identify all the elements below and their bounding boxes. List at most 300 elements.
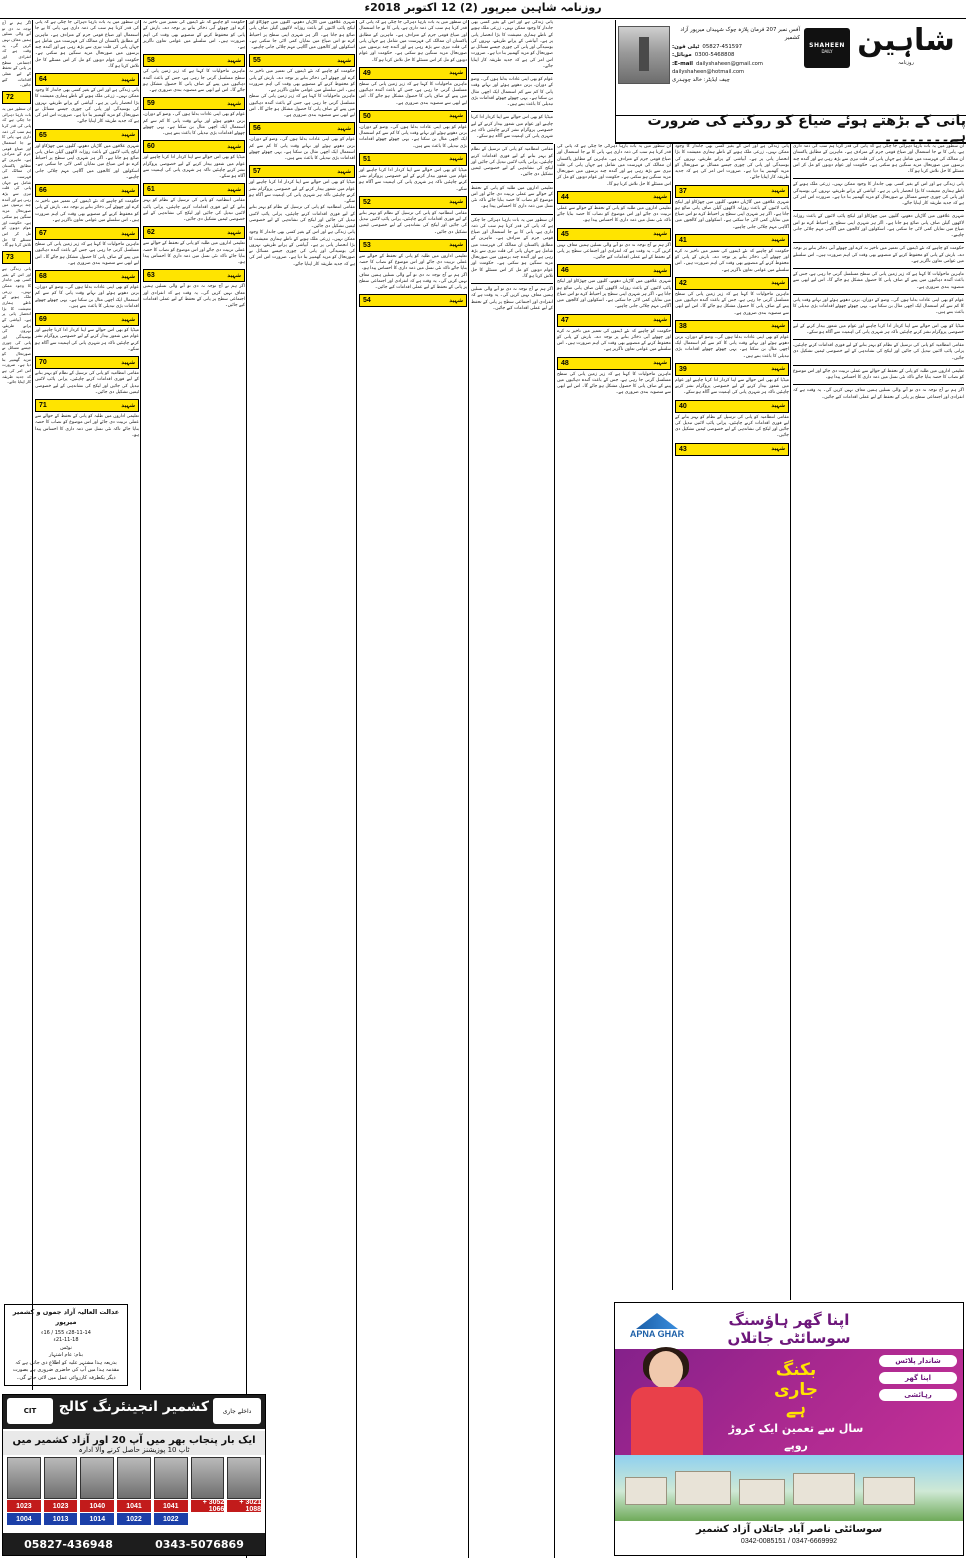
notice-label: شہید — [121, 402, 135, 409]
notice-label: شہید — [771, 323, 785, 330]
lead-headline: پانی کے بڑھتے ہوئے ضیاع کو روکنے کی ضرورت ہے۔۔۔۔۔۔۔۔ — [647, 113, 966, 145]
admissions-badge: داخلے جاری — [213, 1398, 261, 1424]
email-label: E-mail: — [672, 60, 694, 67]
notice-text: شہری علاقوں میں گاڑیاں دھونے، گلیوں میں چھڑکاؤ اور لیکج پائپ لائنوں کے باعث روزانہ لاکھوں گیلن صاف پانی ضائع ہو جاتا ہے۔ اگر ہر شہری اپنی سطح پر احتیاط کرے تو اس ضیاع میں نمایاں کمی لائی جا سکتی ہے۔ اسکولوں اور کالجوں میں آگاہی مہم چلائی جانی چاہیے۔ — [557, 279, 671, 310]
notice-number: 53 — [363, 241, 371, 249]
notice-tag[interactable] — [35, 313, 139, 326]
article-text: مقامی انتظامیہ کو پانی کی ترسیل کے نظام کو بہتر بنانے کے لیے فوری اقدامات کرنے چاہئیں، پرانی پائپ لائنیں تبدیل کی جائیں اور لیکج کی نشاندہی کے لیے خصوصی ٹیمیں تشکیل دی جائیں۔ — [793, 343, 964, 361]
office-address: آفس نمبر 207 فرمان پلازہ چوک شہیداں میرپور آزاد کشمیر — [680, 27, 800, 42]
notice-label: شہید — [121, 76, 135, 83]
notice-number: 51 — [363, 155, 371, 163]
notice-item — [675, 144, 789, 456]
notice-number: 70 — [39, 359, 47, 366]
divider — [793, 320, 964, 321]
logo-name — [850, 23, 962, 66]
notice-tag[interactable] — [35, 356, 139, 369]
notice-text: اگر ہم نے آج توجہ نہ دی تو آنے والی نسلیں ہمیں معاف نہیں کریں گی۔ یہ وقت ہے کہ انفرادی اور اجتماعی سطح پر پانی کے تحفظ کے لیے عملی اقدامات کیے جائیں۔ — [2, 20, 31, 88]
notice-number: 55 — [253, 57, 261, 65]
notice-text: اگر ہم نے آج توجہ نہ دی تو آنے والی نسلیں ہمیں معاف نہیں کریں گی۔ یہ وقت ہے کہ انفرادی اور اجتماعی سطح پر پانی کے تحفظ کے لیے عملی اقدامات کیے جائیں۔ — [143, 284, 245, 308]
notice-number: 47 — [561, 316, 569, 324]
divider — [793, 339, 964, 340]
article-text: ان سطور میں یہ بات بارہا دہرائی جا چکی ہے کہ پانی کی قدر کرنا ہم سب کی ذمہ داری ہے، پانی کا بے جا استعمال اور ضیاع قومی جرم کے مترادف ہے۔ ماہرین کے مطابق پاکستان ان ممالک کی فہرست میں شامل ہے جہاں پانی کی قلت تیزی سے بڑھ رہی ہے اور آئندہ چند برسوں میں صورتحال مزید سنگین ہو سکتی ہے۔ حکومت اور عوام دونوں کو مل کر اس مسئلے کا حل تلاش کرنا ہو گا۔ — [471, 217, 553, 279]
notice-number: 48 — [561, 359, 569, 367]
masthead — [0, 0, 966, 19]
feature-pill-3: رہائشی — [879, 1389, 957, 1401]
notice-label: شہید — [771, 366, 785, 373]
notice-text: عوام کو بھی اپنی عادات بدلنا ہوں گی۔ وضو کے دوران، برتن دھوتے ہوئے اور نہاتے وقت پانی کا کم سے کم استعمال ایک اچھی مثال بن سکتا ہے۔ یہی چھوٹے چھوٹے اقدامات بڑی تبدیلی کا باعث بنتے ہیں۔ — [249, 137, 355, 161]
notice-tag[interactable] — [675, 443, 789, 456]
divider — [793, 384, 964, 385]
student-photo — [117, 1457, 151, 1499]
notice-text: تعلیمی اداروں میں طلبہ کو پانی کے تحفظ کے حوالے سے عملی تربیت دی جائے اور اس موضوع کو نصاب کا حصہ بنایا جائے تاکہ نئی نسل میں ذمہ داری کا احساس پیدا ہو۔ — [143, 241, 245, 265]
student-photo — [7, 1457, 41, 1499]
notice-label: شہید — [771, 237, 785, 244]
apna-ghar-header — [615, 1303, 963, 1349]
court-notice-line4: بنام: عام اشتہار — [49, 1352, 83, 1358]
notice-label: شہید — [337, 57, 351, 64]
notice-number: 68 — [39, 273, 47, 280]
notice-text: ماہرین ماحولیات کا کہنا ہے کہ زیر زمین پانی کی سطح مسلسل گرتی جا رہی ہے، جس کے باعث آئندہ دہائیوں میں پینے کے صاف پانی کا حصول مشکل ہو جائے گا۔ اس لیے ابھی سے منصوبہ بندی ضروری ہے۔ — [359, 81, 467, 106]
email-2: dailyshaheen@hotmail.com — [672, 68, 745, 75]
notice-label: شہید — [449, 113, 463, 120]
notice-label: شہید — [121, 132, 135, 138]
notice-label: شہید — [653, 231, 667, 237]
building-shape — [863, 1477, 915, 1505]
notice-label: شہید — [449, 156, 463, 163]
notice-tag[interactable] — [2, 91, 31, 104]
notice-number: 45 — [561, 230, 569, 238]
editor-name: چیف ایڈیٹر: خالد چوہدری — [672, 76, 730, 83]
building-shape — [793, 1473, 855, 1505]
college-ad-title: کشمیر انجینئرنگ کالج — [58, 1399, 209, 1415]
apna-ghar-brand: APNA GHAR — [629, 1329, 685, 1339]
apna-ghar-seal — [887, 1305, 957, 1347]
notice-tag[interactable] — [143, 140, 245, 153]
column-editorial-right — [790, 144, 966, 1300]
society-illustration — [615, 1455, 963, 1521]
notice-tag[interactable] — [675, 320, 789, 333]
notice-label: شہید — [227, 272, 241, 279]
notice-number: 43 — [679, 445, 687, 453]
college-logo-badge: CIT — [7, 1398, 53, 1424]
notice-label: شہید — [653, 360, 667, 366]
notice-number: 73 — [6, 253, 14, 261]
logo-badge-en2: DAILY — [821, 49, 833, 54]
notice-label: شہید — [771, 280, 785, 287]
office-address-row — [672, 26, 800, 43]
notice-number: 66 — [39, 187, 47, 194]
notice-tag[interactable] — [359, 67, 467, 80]
notice-tag[interactable] — [557, 264, 671, 277]
lead-headline-bar — [615, 113, 966, 145]
article-text: میڈیا کو بھی اس حوالے سے اپنا کردار ادا کرنا چاہیے اور عوام میں شعور بیدار کرنے کے لیے خصوصی پروگرام نشر کرنے چاہئیں تاکہ ہر شہری پانی کی اہمیت سے آگاہ ہو سکے۔ — [793, 323, 964, 335]
article-text: شہری علاقوں میں گاڑیاں دھونے، گلیوں میں چھڑکاؤ اور لیکج پائپ لائنوں کے باعث روزانہ لاکھوں گیلن صاف پانی ضائع ہو جاتا ہے۔ اگر ہر شہری اپنی سطح پر احتیاط کرے تو اس ضیاع میں نمایاں کمی لائی جا سکتی ہے۔ اسکولوں اور کالجوں میں آگاہی مہم چلائی جانی چاہیے۔ — [793, 214, 964, 238]
notice-number: 40 — [679, 402, 687, 410]
article-text: ان سطور میں یہ بات بارہا دہرائی جا چکی ہے کہ پانی کی قدر کرنا ہم سب کی ذمہ داری ہے، پانی کا بے جا استعمال اور ضیاع قومی جرم کے مترادف ہے۔ ماہرین کے مطابق پاکستان ان ممالک کی فہرست میں شامل ہے جہاں پانی کی قلت تیزی سے بڑھ رہی ہے اور آئندہ چند برسوں میں صورتحال مزید سنگین ہو سکتی ہے۔ حکومت اور عوام دونوں کو مل کر اس مسئلے کا حل تلاش کرنا ہو گا۔ — [793, 144, 964, 174]
notice-number: 38 — [679, 322, 687, 330]
court-notice — [4, 1304, 128, 1386]
column-notices-58-63 — [140, 20, 247, 1390]
email-row — [672, 60, 800, 68]
notice-tag[interactable] — [249, 54, 355, 67]
house-roof-icon — [636, 1313, 678, 1329]
notice-text: مقامی انتظامیہ کو پانی کی ترسیل کے نظام کو بہتر بنانے کے لیے فوری اقدامات کرنے چاہئیں، پرانی پائپ لائنیں تبدیل کی جائیں اور لیکج کی نشاندہی کے لیے خصوصی ٹیمیں تشکیل دی جائیں۔ — [675, 414, 789, 439]
notice-text: ان سطور میں یہ بات بارہا دہرائی جا چکی ہے کہ پانی کی قدر کرنا ہم سب کی ذمہ داری ہے، پانی کا بے جا استعمال اور ضیاع قومی جرم کے مترادف ہے۔ ماہرین کے مطابق پاکستان ان ممالک کی فہرست میں شامل ہے جہاں پانی کی قلت تیزی سے بڑھ رہی ہے اور آئندہ چند برسوں میں صورتحال مزید سنگین ہو سکتی ہے۔ حکومت اور عوام دونوں کو مل کر اس مسئلے کا حل تلاش کرنا ہو گا۔ — [557, 144, 671, 187]
apna-ghar-booking-callout — [721, 1361, 871, 1420]
article-text: پانی زندگی ہے اور اس کے بغیر کسی بھی جاندار کا وجود ممکن نہیں۔ زرعی ملک ہونے کے ناطے ہماری معیشت کا بڑا انحصار پانی پر ہے۔ آبپاشی کے پرانے طریقے، نہروں کی بوسیدگی اور پانی کی چوری جیسے مسائل نے صورتحال کو مزید گھمبیر بنا دیا ہے۔ ضرورت اس امر کی ہے کہ جدید طریقہ کار اپنایا جائے۔ — [793, 182, 964, 206]
notice-tag[interactable] — [2, 251, 31, 264]
apna-ghar-advertisement[interactable] — [614, 1302, 964, 1556]
notice-tag[interactable] — [675, 185, 789, 198]
price-line-1: سال سے تعمین ایک کروڑ روپے — [728, 1422, 864, 1452]
notice-tag[interactable] — [35, 270, 139, 283]
court-notice-line1: 28-11-14ء 155 / 16ء — [41, 1329, 91, 1336]
notice-tag[interactable] — [557, 357, 671, 370]
notice-tag[interactable] — [675, 400, 789, 413]
notice-text: پانی زندگی ہے اور اس کے بغیر کسی بھی جاندار کا وجود ممکن نہیں۔ زرعی ملک ہونے کے ناطے ہماری معیشت کا بڑا انحصار پانی پر ہے۔ آبپاشی کے پرانے طریقے، نہروں کی بوسیدگی اور پانی کی چوری جیسے مسائل نے صورتحال کو مزید گھمبیر بنا دیا ہے۔ ضرورت اس امر کی ہے کہ جدید طریقہ کار اپنایا جائے۔ — [2, 265, 31, 385]
notice-text: شہری علاقوں میں گاڑیاں دھونے، گلیوں میں چھڑکاؤ اور لیکج پائپ لائنوں کے باعث روزانہ لاکھوں گیلن صاف پانی ضائع ہو جاتا ہے۔ اگر ہر شہری اپنی سطح پر احتیاط کرے تو اس ضیاع میں نمایاں کمی لائی جا سکتی ہے۔ اسکولوں اور کالجوں میں آگاہی مہم چلائی جانی چاہیے۔ — [249, 20, 355, 50]
notice-text: تعلیمی اداروں میں طلبہ کو پانی کے تحفظ کے حوالے سے عملی تربیت دی جائے اور اس موضوع کو نصاب کا حصہ بنایا جائے تاکہ نئی نسل میں ذمہ داری کا احساس پیدا ہو۔ — [35, 414, 139, 438]
notice-number: 67 — [39, 230, 47, 237]
notice-label: شہید — [653, 194, 667, 201]
notice-text: اگر ہم نے آج توجہ نہ دی تو آنے والی نسلیں ہمیں معاف نہیں کریں گی۔ یہ وقت ہے کہ انفرادی اور اجتماعی سطح پر پانی کے تحفظ کے لیے عملی اقدامات کیے جائیں۔ — [557, 242, 671, 260]
college-ad-subtitle-2: ٹاپ 10 پوزیشنز حاصل کرنے والا ادارہ — [78, 1446, 190, 1454]
notice-number: 46 — [561, 267, 569, 275]
building-photo — [618, 26, 670, 84]
notice-tag[interactable] — [675, 363, 789, 376]
notice-text: پانی زندگی ہے اور اس کے بغیر کسی بھی جاندار کا وجود ممکن نہیں۔ زرعی ملک ہونے کے ناطے ہماری معیشت کا بڑا انحصار پانی پر ہے۔ آبپاشی کے پرانے طریقے، نہروں کی بوسیدگی اور پانی کی چوری جیسے مسائل نے صورتحال کو مزید گھمبیر بنا دیا ہے۔ ضرورت اس امر کی ہے کہ جدید طریقہ کار اپنایا جائے۔ — [675, 144, 789, 181]
logo-name-sub: روزنامہ — [898, 60, 914, 66]
notice-label: شہید — [121, 359, 135, 366]
student-photo — [154, 1457, 188, 1499]
notice-label: شہید — [227, 186, 241, 193]
notice-label: شہید — [449, 70, 463, 77]
article-text: حکومت کو چاہیے کہ نئے ڈیموں کی تعمیر میں تاخیر نہ کرے اور چھوٹے آبی ذخائر بنانے پر توجہ دے۔ بارش کے پانی کو محفوظ کرنے کے منصوبے بھی وقت کی اہم ضرورت ہیں۔ اس سلسلے میں عوامی تعاون ناگزیر ہے۔ — [793, 246, 964, 264]
notice-number: 42 — [679, 279, 687, 287]
notice-number: 72 — [6, 94, 14, 102]
student-score: 1023 — [44, 1500, 78, 1512]
notice-tag[interactable] — [35, 227, 139, 240]
notice-number: 63 — [147, 272, 155, 280]
student-cell — [7, 1457, 41, 1523]
phone-row — [672, 43, 800, 51]
article-text: میڈیا کو بھی اس حوالے سے اپنا کردار ادا کرنا چاہیے اور عوام میں شعور بیدار کرنے کے لیے خصوصی پروگرام نشر کرنے چاہئیں تاکہ ہر شہری پانی کی اہمیت سے آگاہ ہو سکے۔ — [471, 115, 553, 139]
article-text: عوام کو بھی اپنی عادات بدلنا ہوں گی۔ وضو کے دوران، برتن دھوتے ہوئے اور نہاتے وقت پانی کا کم سے کم استعمال ایک اچھی مثال بن سکتا ہے۔ یہی چھوٹے چھوٹے اقدامات بڑی تبدیلی کا باعث بنتے ہیں۔ — [793, 297, 964, 316]
article-text: تعلیمی اداروں میں طلبہ کو پانی کے تحفظ کے حوالے سے عملی تربیت دی جائے اور اس موضوع کو نصاب کا حصہ بنایا جائے تاکہ نئی نسل میں ذمہ داری کا احساس پیدا ہو۔ — [793, 368, 964, 380]
court-notice-line5: بذریعہ ہذا مشتہر علیہ کو اطلاع دی جاتی ہے کہ مقدمہ ہذا میں آپ کی حاضری ضروری ہے بصورت دیگر یکطرفہ کارروائی عمل میں لائی جائے گی۔ — [12, 1359, 120, 1381]
notice-text: ان سطور میں یہ بات بارہا دہرائی جا چکی ہے کہ پانی کی قدر کرنا ہم سب کی ذمہ داری ہے، پانی کا بے جا استعمال اور ضیاع قومی جرم کے مترادف ہے۔ ماہرین کے مطابق پاکستان ان ممالک کی فہرست میں شامل ہے جہاں پانی کی قلت تیزی سے بڑھ رہی ہے اور آئندہ چند برسوں میں صورتحال مزید سنگین ہو سکتی ہے۔ حکومت اور عوام دونوں کو مل کر اس مسئلے کا حل تلاش کرنا ہو گا۔ — [2, 106, 31, 248]
notice-number: 37 — [679, 187, 687, 195]
notice-item — [35, 20, 139, 439]
notice-text: عوام کو بھی اپنی عادات بدلنا ہوں گی۔ وضو کے دوران، برتن دھوتے ہوئے اور نہاتے وقت پانی کا کم سے کم استعمال ایک اچھی مثال بن سکتا ہے۔ یہی چھوٹے چھوٹے اقدامات بڑی تبدیلی کا باعث بنتے ہیں۔ — [358, 124, 467, 149]
notice-label: شہید — [449, 199, 463, 206]
notice-number: 61 — [147, 186, 155, 194]
logo-name-urdu: شاہین — [857, 23, 955, 58]
notice-label: شہید — [227, 57, 241, 64]
notice-number: 54 — [363, 297, 371, 305]
notice-number: 41 — [679, 236, 687, 244]
building-shape — [739, 1479, 785, 1505]
court-notice-line3: نوٹس — [60, 1344, 72, 1351]
notice-label: شہید — [121, 230, 135, 237]
student-pair-score: 3052 + 1066 — [191, 1500, 225, 1512]
divider — [471, 214, 553, 215]
notice-number: 56 — [253, 125, 261, 133]
society-name: سوسائٹی ناصر آباد جاتلاں آزاد کشمیر — [695, 1524, 883, 1535]
article-text: تعلیمی اداروں میں طلبہ کو پانی کے تحفظ کے حوالے سے عملی تربیت دی جائے اور اس موضوع کو نصاب کا حصہ بنایا جائے تاکہ نئی نسل میں ذمہ داری کا احساس پیدا ہو۔ — [471, 185, 553, 210]
email-1: dailyshaheen@gmail.com — [696, 60, 763, 67]
notice-label: شہید — [653, 317, 667, 323]
notice-item — [143, 20, 245, 309]
notice-tag[interactable] — [359, 153, 467, 166]
student-cell — [191, 1457, 225, 1519]
notice-text: عوام کو بھی اپنی عادات بدلنا ہوں گی۔ وضو کے دوران، برتن دھوتے ہوئے اور نہاتے وقت پانی کا کم سے کم استعمال ایک اچھی مثال بن سکتا ہے۔ یہی چھوٹے چھوٹے اقدامات بڑی تبدیلی کا باعث بنتے ہیں۔ — [35, 285, 139, 309]
notice-item — [2, 20, 31, 385]
divider — [793, 268, 964, 269]
divider — [793, 294, 964, 295]
notice-text: مقامی انتظامیہ کو پانی کی ترسیل کے نظام کو بہتر بنانے کے لیے فوری اقدامات کرنے چاہئیں، پرانی پائپ لائنیں تبدیل کی جائیں اور لیکج کی نشاندہی کے لیے خصوصی ٹیمیں تشکیل دی جائیں۔ — [359, 210, 467, 235]
notice-label: شہید — [653, 267, 667, 274]
newspaper-logo-block — [615, 20, 966, 116]
article-text: اگر ہم نے آج توجہ نہ دی تو آنے والی نسلیں ہمیں معاف نہیں کریں گی۔ یہ وقت ہے کہ انفرادی اور اجتماعی سطح پر پانی کے تحفظ کے لیے عملی اقدامات کیے جائیں۔ — [793, 388, 964, 400]
notice-tag[interactable] — [557, 191, 671, 204]
feature-pill-1: شاندار پلاٹس — [879, 1355, 957, 1367]
notice-text: ماہرین ماحولیات کا کہنا ہے کہ زیر زمین پانی کی سطح مسلسل گرتی جا رہی ہے، جس کے باعث آئندہ دہائیوں میں پینے کے صاف پانی کا حصول مشکل ہو جائے گا۔ اس لیے ابھی سے منصوبہ بندی ضروری ہے۔ — [143, 69, 245, 93]
notice-label: شہید — [337, 168, 351, 175]
student-score: 1023 — [7, 1500, 41, 1512]
notice-text: میڈیا کو بھی اس حوالے سے اپنا کردار ادا کرنا چاہیے اور عوام میں شعور بیدار کرنے کے لیے خصوصی پروگرام نشر کرنے چاہئیں تاکہ ہر شہری پانی کی اہمیت سے آگاہ ہو سکے۔ — [143, 155, 245, 179]
society-phones[interactable]: 0342-0085151 / 0347-6669992 — [740, 1538, 838, 1545]
notice-label: شہید — [449, 297, 463, 304]
student-photo — [44, 1457, 78, 1499]
notice-number: 60 — [147, 143, 155, 151]
notice-text: میڈیا کو بھی اس حوالے سے اپنا کردار ادا کرنا چاہیے اور عوام میں شعور بیدار کرنے کے لیے خصوصی پروگرام نشر کرنے چاہئیں تاکہ ہر شہری پانی کی اہمیت سے آگاہ ہو سکے۔ — [359, 167, 467, 192]
column-text-4 — [468, 20, 555, 1558]
mobile-row — [672, 51, 800, 59]
notice-tag[interactable] — [143, 54, 245, 67]
notice-label: شہید — [227, 100, 241, 107]
booking-line-1: بکنگ — [775, 1360, 817, 1380]
article-text: مقامی انتظامیہ کو پانی کی ترسیل کے نظام کو بہتر بنانے کے لیے فوری اقدامات کرنے چاہئیں، پرانی پائپ لائنیں تبدیل کی جائیں اور لیکج کی نشاندہی کے لیے خصوصی ٹیمیں تشکیل دی جائیں۔ — [471, 147, 553, 178]
article-text: ماہرین ماحولیات کا کہنا ہے کہ زیر زمین پانی کی سطح مسلسل گرتی جا رہی ہے، جس کے باعث آئندہ دہائیوں میں پینے کے صاف پانی کا حصول مشکل ہو جائے گا۔ اس لیے ابھی سے منصوبہ بندی ضروری ہے۔ — [793, 272, 964, 290]
notice-label: شہید — [121, 273, 135, 280]
phone-number: 05827-451597 — [702, 43, 743, 50]
article-text: پانی زندگی ہے اور اس کے بغیر کسی بھی جاندار کا وجود ممکن نہیں۔ زرعی ملک ہونے کے ناطے ہماری معیشت کا بڑا انحصار پانی پر ہے۔ آبپاشی کے پرانے طریقے، نہروں کی بوسیدگی اور پانی کی چوری جیسے مسائل نے صورتحال کو مزید گھمبیر بنا دیا ہے۔ ضرورت اس امر کی ہے کہ جدید طریقہ کار اپنایا جائے۔ — [471, 20, 553, 69]
court-notice-box — [2, 1300, 130, 1390]
notice-text: مقامی انتظامیہ کو پانی کی ترسیل کے نظام کو بہتر بنانے کے لیے فوری اقدامات کرنے چاہئیں، پرانی پائپ لائنیں تبدیل کی جائیں اور لیکج کی نشاندہی کے لیے خصوصی ٹیمیں تشکیل دی جائیں۔ — [35, 371, 139, 395]
divider — [793, 365, 964, 366]
column-notices-37-43 — [672, 144, 791, 1290]
notice-tag[interactable] — [143, 269, 245, 282]
notice-number: 39 — [679, 365, 687, 373]
notice-tag[interactable] — [143, 226, 245, 239]
student-score-2: 1013 — [44, 1513, 78, 1525]
divider — [471, 182, 553, 183]
notice-tag[interactable] — [359, 196, 467, 209]
notice-number: 71 — [39, 402, 47, 409]
notice-text: شہری علاقوں میں گاڑیاں دھونے، گلیوں میں چھڑکاؤ اور لیکج پائپ لائنوں کے باعث روزانہ لاکھوں گیلن صاف پانی ضائع ہو جاتا ہے۔ اگر ہر شہری اپنی سطح پر احتیاط کرے تو اس ضیاع میں نمایاں کمی لائی جا سکتی ہے۔ اسکولوں اور کالجوں میں آگاہی مہم چلائی جانی چاہیے۔ — [35, 143, 139, 180]
notice-number: 62 — [147, 229, 155, 237]
notice-text: میڈیا کو بھی اس حوالے سے اپنا کردار ادا کرنا چاہیے اور عوام میں شعور بیدار کرنے کے لیے خصوصی پروگرام نشر کرنے چاہئیں تاکہ ہر شہری پانی کی اہمیت سے آگاہ ہو سکے۔ — [35, 328, 139, 352]
notice-text: حکومت کو چاہیے کہ نئے ڈیموں کی تعمیر میں تاخیر نہ کرے اور چھوٹے آبی ذخائر بنانے پر توجہ دے۔ بارش کے پانی کو محفوظ کرنے کے منصوبے بھی وقت کی اہم ضرورت ہیں۔ اس سلسلے میں عوامی تعاون ناگزیر ہے۔ — [675, 248, 789, 273]
article-block — [471, 20, 553, 312]
notice-label: شہید — [227, 143, 241, 150]
logo-badge-en: SHAHEEN — [809, 42, 845, 49]
article-block — [793, 144, 964, 401]
notice-text: عوام کو بھی اپنی عادات بدلنا ہوں گی۔ وضو کے دوران، برتن دھوتے ہوئے اور نہاتے وقت پانی کا کم سے کم استعمال ایک اچھی مثال بن سکتا ہے۔ یہی چھوٹے چھوٹے اقدامات بڑی تبدیلی کا باعث بنتے ہیں۔ — [143, 112, 245, 136]
notice-number: 57 — [253, 168, 261, 176]
divider — [793, 210, 964, 211]
notice-number: 59 — [147, 100, 155, 108]
student-score-2: 1022 — [154, 1513, 188, 1525]
divider — [471, 283, 553, 284]
email-row-2 — [672, 68, 800, 76]
notice-tag[interactable] — [359, 110, 467, 123]
column-left-edge — [0, 20, 33, 1390]
model-head — [649, 1351, 683, 1389]
notice-tag[interactable] — [35, 399, 139, 412]
notice-text: ماہرین ماحولیات کا کہنا ہے کہ زیر زمین پانی کی سطح مسلسل گرتی جا رہی ہے، جس کے باعث آئندہ دہائیوں میں پینے کے صاف پانی کا حصول مشکل ہو جائے گا۔ اس لیے ابھی سے منصوبہ بندی ضروری ہے۔ — [35, 242, 139, 266]
student-score-2: 1014 — [80, 1513, 114, 1525]
college-ad-footer — [3, 1533, 265, 1555]
notice-text: میڈیا کو بھی اس حوالے سے اپنا کردار ادا کرنا چاہیے اور عوام میں شعور بیدار کرنے کے لیے خصوصی پروگرام نشر کرنے چاہئیں تاکہ ہر شہری پانی کی اہمیت سے آگاہ ہو سکے۔ — [675, 377, 789, 396]
college-advertisement[interactable] — [2, 1394, 266, 1556]
mobile-number: 0300-5468808 — [694, 52, 735, 59]
notice-text: مقامی انتظامیہ کو پانی کی ترسیل کے نظام کو بہتر بنانے کے لیے فوری اقدامات کرنے چاہئیں، پرانی پائپ لائنیں تبدیل کی جائیں اور لیکج کی نشاندہی کے لیے خصوصی ٹیمیں تشکیل دی جائیں۔ — [143, 198, 245, 222]
column-notices-49-54 — [356, 20, 469, 1558]
building-shape — [675, 1471, 731, 1505]
apna-ghar-footer — [615, 1521, 963, 1555]
editor-row — [672, 76, 800, 84]
notice-number: 50 — [363, 112, 371, 120]
notice-text: پانی زندگی ہے اور اس کے بغیر کسی بھی جاندار کا وجود ممکن نہیں۔ زرعی ملک ہونے کے ناطے ہماری معیشت کا بڑا انحصار پانی پر ہے۔ آبپاشی کے پرانے طریقے، نہروں کی بوسیدگی اور پانی کی چوری جیسے مسائل نے صورتحال کو مزید گھمبیر بنا دیا ہے۔ ضرورت اس امر کی ہے کہ جدید طریقہ کار اپنایا جائے۔ — [249, 230, 355, 267]
notice-tag[interactable] — [249, 122, 355, 135]
notice-tag[interactable] — [35, 184, 139, 197]
notice-text: پانی زندگی ہے اور اس کے بغیر کسی بھی جاندار کا وجود ممکن نہیں۔ زرعی ملک ہونے کے ناطے ہماری معیشت کا بڑا انحصار پانی پر ہے۔ آبپاشی کے پرانے طریقے، نہروں کی بوسیدگی اور پانی کی چوری جیسے مسائل نے صورتحال کو مزید گھمبیر بنا دیا ہے۔ ضرورت اس امر کی ہے کہ جدید طریقہ کار اپنایا جائے۔ — [34, 88, 139, 125]
building-shape — [625, 1477, 667, 1505]
notice-label: شہید — [121, 316, 135, 323]
notice-item — [249, 20, 355, 268]
student-score-2: 1022 — [117, 1513, 151, 1525]
booking-line-2: جاری — [773, 1379, 818, 1400]
notice-item — [359, 20, 467, 307]
notice-label: شہید — [337, 125, 351, 132]
notice-tag[interactable] — [359, 294, 467, 307]
apna-ghar-features — [879, 1355, 957, 1406]
notice-label: شہید — [771, 188, 785, 194]
student-cell — [80, 1457, 114, 1523]
student-score: 1040 — [80, 1500, 114, 1512]
notice-tag[interactable] — [143, 183, 245, 196]
college-ad-subtitle: ایک بار پنجاب بھر میں آپ 20 اور آزاد کشمیر میں — [12, 1435, 256, 1446]
masthead-title: روزنامہ شاہین میرپور (2) 12 اکتوبر 2018ء — [364, 1, 602, 14]
article-text: عوام کو بھی اپنی عادات بدلنا ہوں گی۔ وضو کے دوران، برتن دھوتے ہوئے اور نہاتے وقت پانی کا کم سے کم استعمال ایک اچھی مثال بن سکتا ہے۔ یہی چھوٹے چھوٹے اقدامات بڑی تبدیلی کا باعث بنتے ہیں۔ — [471, 77, 553, 107]
notice-text: تعلیمی اداروں میں طلبہ کو پانی کے تحفظ کے حوالے سے عملی تربیت دی جائے اور اس موضوع کو نصاب کا حصہ بنایا جائے تاکہ نئی نسل میں ذمہ داری کا احساس پیدا ہو۔ — [557, 205, 671, 224]
student-cell — [227, 1457, 261, 1519]
notice-text: ماہرین ماحولیات کا کہنا ہے کہ زیر زمین پانی کی سطح مسلسل گرتی جا رہی ہے، جس کے باعث آئندہ دہائیوں میں پینے کے صاف پانی کا حصول مشکل ہو جائے گا۔ اس لیے ابھی سے منصوبہ بندی ضروری ہے۔ — [557, 371, 671, 396]
contact-info — [672, 26, 800, 84]
notice-number: 64 — [39, 76, 47, 83]
notice-tag[interactable] — [359, 239, 467, 252]
notice-tag[interactable] — [35, 73, 139, 86]
notice-number: 69 — [39, 316, 47, 323]
student-photo-grid — [7, 1457, 262, 1523]
college-ad-header — [3, 1395, 265, 1429]
notice-tag[interactable] — [143, 97, 245, 110]
notice-text: ماہرین ماحولیات کا کہنا ہے کہ زیر زمین پانی کی سطح مسلسل گرتی جا رہی ہے، جس کے باعث آئندہ دہائیوں میں پینے کے صاف پانی کا حصول مشکل ہو جائے گا۔ اس لیے ابھی سے منصوبہ بندی ضروری ہے۔ — [249, 94, 355, 118]
student-cell — [154, 1457, 188, 1523]
notice-number: 65 — [39, 131, 47, 139]
apna-ghar-logo — [621, 1307, 693, 1345]
student-score: 1041 — [117, 1500, 151, 1512]
divider — [793, 178, 964, 179]
notice-text: میڈیا کو بھی اس حوالے سے اپنا کردار ادا کرنا چاہیے اور عوام میں شعور بیدار کرنے کے لیے خصوصی پروگرام نشر کرنے چاہئیں تاکہ ہر شہری پانی کی اہمیت سے آگاہ ہو سکے۔ — [249, 180, 355, 204]
divider — [793, 242, 964, 243]
divider — [471, 73, 553, 74]
notice-tag[interactable] — [557, 314, 671, 327]
student-cell — [117, 1457, 151, 1523]
student-cell — [44, 1457, 78, 1523]
logo-badge — [804, 28, 850, 68]
notice-text: حکومت کو چاہیے کہ نئے ڈیموں کی تعمیر میں تاخیر نہ کرے اور چھوٹے آبی ذخائر بنانے پر توجہ دے۔ بارش کے پانی کو محفوظ کرنے کے منصوبے بھی وقت کی اہم ضرورت ہیں۔ اس سلسلے میں عوامی تعاون ناگزیر ہے۔ — [249, 69, 355, 93]
student-photo — [227, 1457, 261, 1499]
notice-label: شہید — [121, 187, 135, 194]
student-score: 1041 — [154, 1500, 188, 1512]
college-phone-1[interactable]: 0343-5076869 — [155, 1537, 244, 1551]
notice-text: ماہرین ماحولیات کا کہنا ہے کہ زیر زمین پانی کی سطح مسلسل گرتی جا رہی ہے، جس کے باعث آئندہ دہائیوں میں پینے کے صاف پانی کا حصول مشکل ہو جائے گا۔ اس لیے ابھی سے منصوبہ بندی ضروری ہے۔ — [675, 291, 789, 316]
column-notices-64-71 — [32, 20, 141, 1390]
notice-text: عوام کو بھی اپنی عادات بدلنا ہوں گی۔ وضو کے دوران، برتن دھوتے ہوئے اور نہاتے وقت پانی کا کم سے کم استعمال ایک اچھی مثال بن سکتا ہے۔ یہی چھوٹے چھوٹے اقدامات بڑی تبدیلی کا باعث بنتے ہیں۔ — [675, 334, 789, 359]
phone-label: ٹیلی فون: — [672, 43, 700, 50]
notice-number: 44 — [561, 193, 569, 201]
notice-tag[interactable] — [675, 277, 789, 290]
student-photo — [80, 1457, 114, 1499]
college-ad-subtitle-area — [3, 1431, 265, 1455]
notice-text: اگر ہم نے آج توجہ نہ دی تو آنے والی نسلیں ہمیں معاف نہیں کریں گی۔ یہ وقت ہے کہ انفرادی اور اجتماعی سطح پر پانی کے تحفظ کے لیے عملی اقدامات کیے جائیں۔ — [359, 272, 467, 290]
booking-line-3: ہے — [786, 1399, 806, 1420]
article-text: اگر ہم نے آج توجہ نہ دی تو آنے والی نسلیں ہمیں معاف نہیں کریں گی۔ یہ وقت ہے کہ انفرادی اور اجتماعی سطح پر پانی کے تحفظ کے لیے عملی اقدامات کیے جائیں۔ — [471, 287, 553, 311]
college-phone-2[interactable]: 05827-436948 — [24, 1537, 113, 1551]
student-pair-score-2: 3021 + 1088 — [227, 1500, 261, 1512]
column-notices-55-57 — [246, 20, 357, 1558]
notice-number: 52 — [363, 198, 371, 206]
notice-text: مقامی انتظامیہ کو پانی کی ترسیل کے نظام کو بہتر بنانے کے لیے فوری اقدامات کرنے چاہئیں، پرانی پائپ لائنیں تبدیل کی جائیں اور لیکج کی نشاندہی کے لیے خصوصی ٹیمیں تشکیل دی جائیں۔ — [249, 205, 355, 229]
divider — [471, 111, 553, 112]
notice-tag[interactable] — [249, 165, 355, 178]
notice-label: شہید — [771, 403, 785, 409]
notice-number: 58 — [147, 57, 155, 65]
notice-item — [557, 144, 671, 397]
feature-pill-2: اپنا گھر — [879, 1372, 957, 1384]
notice-text: حکومت کو چاہیے کہ نئے ڈیموں کی تعمیر میں تاخیر نہ کرے اور چھوٹے آبی ذخائر بنانے پر توجہ دے۔ بارش کے پانی کو محفوظ کرنے کے منصوبے بھی وقت کی اہم ضرورت ہیں۔ اس سلسلے میں عوامی تعاون ناگزیر ہے۔ — [557, 328, 671, 353]
notice-number: 49 — [363, 69, 371, 77]
notice-tag[interactable] — [557, 228, 671, 241]
notice-text: تعلیمی اداروں میں طلبہ کو پانی کے تحفظ کے حوالے سے عملی تربیت دی جائے اور اس موضوع کو نصاب کا حصہ بنایا جائے تاکہ نئی نسل میں ذمہ داری کا احساس پیدا ہو۔ — [359, 253, 467, 272]
notice-tag[interactable] — [675, 234, 789, 247]
notice-text: حکومت کو چاہیے کہ نئے ڈیموں کی تعمیر میں تاخیر نہ کرے اور چھوٹے آبی ذخائر بنانے پر توجہ دے۔ بارش کے پانی کو محفوظ کرنے کے منصوبے بھی وقت کی اہم ضرورت ہیں۔ اس سلسلے میں عوامی تعاون ناگزیر ہے۔ — [143, 20, 245, 50]
notice-text: ان سطور میں یہ بات بارہا دہرائی جا چکی ہے کہ پانی کی قدر کرنا ہم سب کی ذمہ داری ہے، پانی کا بے جا استعمال اور ضیاع قومی جرم کے مترادف ہے۔ ماہرین کے مطابق پاکستان ان ممالک کی فہرست میں شامل ہے جہاں پانی کی قلت تیزی سے بڑھ رہی ہے اور آئندہ چند برسوں میں صورتحال مزید سنگین ہو سکتی ہے۔ حکومت اور عوام دونوں کو مل کر اس مسئلے کا حل تلاش کرنا ہو گا۔ — [35, 20, 139, 69]
notice-tag[interactable] — [35, 129, 139, 142]
notice-text: حکومت کو چاہیے کہ نئے ڈیموں کی تعمیر میں تاخیر نہ کرے اور چھوٹے آبی ذخائر بنانے پر توجہ دے۔ بارش کے پانی کو محفوظ کرنے کے منصوبے بھی وقت کی اہم ضرورت ہیں۔ اس سلسلے میں عوامی تعاون ناگزیر ہے۔ — [35, 199, 139, 223]
court-notice-line2: 21-11-18ء — [53, 1337, 79, 1343]
divider — [471, 143, 553, 144]
mobile-label: موبائل: — [672, 52, 692, 59]
notice-text: شہری علاقوں میں گاڑیاں دھونے، گلیوں میں چھڑکاؤ اور لیکج پائپ لائنوں کے باعث روزانہ لاکھوں گیلن صاف پانی ضائع ہو جاتا ہے۔ اگر ہر شہری اپنی سطح پر احتیاط کرے تو اس ضیاع میں نمایاں کمی لائی جا سکتی ہے۔ اسکولوں اور کالجوں میں آگاہی مہم چلائی جانی چاہیے۔ — [675, 199, 789, 230]
apna-ghar-title: اپنا گھر ہاؤسنگ سوسائٹی جاتلاں — [727, 1311, 851, 1347]
student-photo — [191, 1457, 225, 1499]
student-score-2: 1004 — [7, 1513, 41, 1525]
notice-label: شہید — [771, 446, 785, 452]
